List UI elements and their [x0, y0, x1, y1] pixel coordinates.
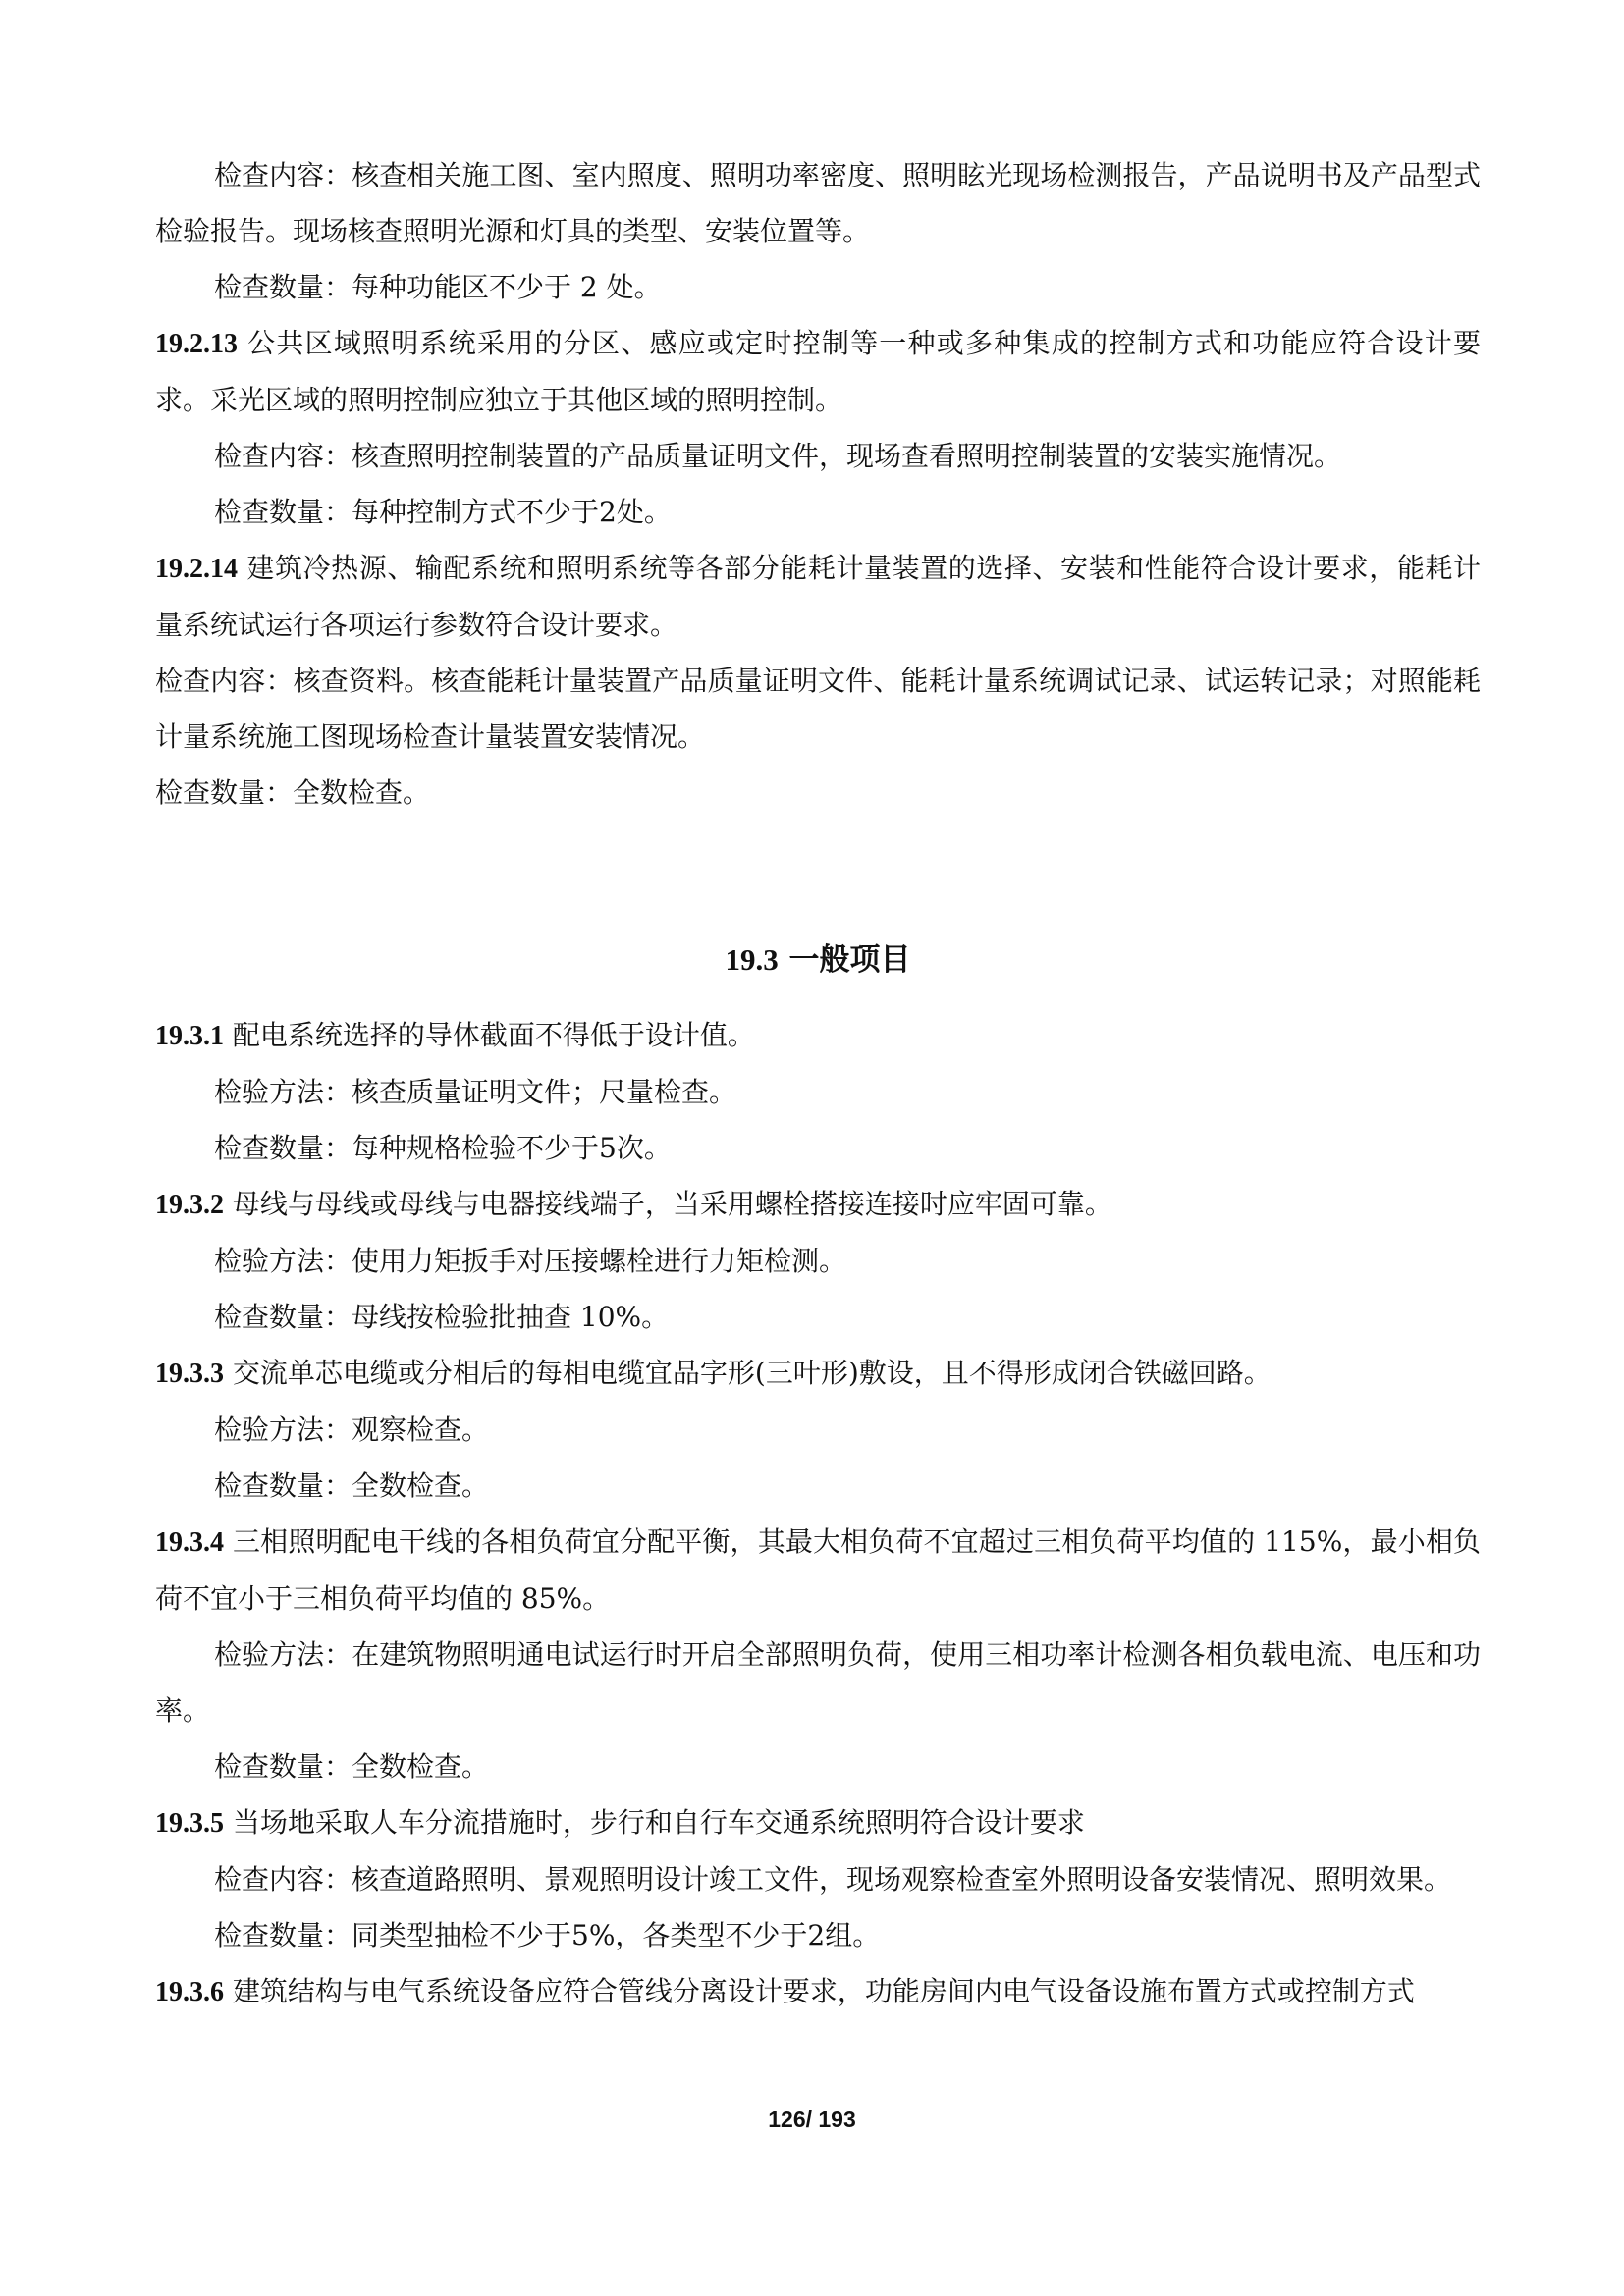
paragraph-text: 母线与母线或母线与电器接线端子，当采用螺栓搭接连接时应牢固可靠。 [224, 1188, 1112, 1220]
paragraph-text: 检查数量：全数检查。 [214, 1469, 490, 1502]
clause-number: 19.3.4 [155, 1527, 224, 1558]
body-paragraph [155, 428, 1481, 484]
paragraph-text: 检查数量：母线按检验批抽查 10%。 [214, 1301, 670, 1333]
paragraph-text: 检验方法：在建筑物照明通电试运行时开启全部照明负荷，使用三相功率计检测各相负载电流、电压和功率。 [155, 1638, 1481, 1727]
paragraph-text: 检查内容：核查照明控制装置的产品质量证明文件，现场查看照明控制装置的安装实施情况。 [214, 440, 1342, 472]
section-number: 19.3 [725, 942, 779, 977]
body-paragraph [155, 1627, 1481, 1738]
clause-paragraph [155, 1963, 1481, 2020]
body-paragraph [155, 1907, 1481, 1963]
paragraph-text: 三相照明配电干线的各相负荷宜分配平衡，其最大相负荷不宜超过三相负荷平均值的 115%，最小相负荷不宜小于三相负荷平均值的 85%。 [155, 1525, 1481, 1615]
body-paragraph [155, 484, 1481, 540]
paragraph-text: 检查内容：核查相关施工图、室内照度、照明功率密度、照明眩光现场检测报告，产品说明书及产品型式检验报告。现场核查照明光源和灯具的类型、安装位置等。 [155, 159, 1481, 247]
paragraph-text: 检验方法：使用力矩扳手对压接螺栓进行力矩检测。 [214, 1245, 847, 1277]
paragraph-text: 检查数量：每种规格检验不少于5次。 [214, 1132, 672, 1164]
body-paragraph [155, 765, 1481, 821]
paragraph-text: 检验方法：核查质量证明文件；尺量检查。 [214, 1076, 737, 1108]
section-heading [155, 931, 1481, 989]
clause-number: 19.2.13 [155, 329, 238, 359]
paragraph-text: 建筑冷热源、输配系统和照明系统等各部分能耗计量装置的选择、安装和性能符合设计要求，能耗计量系统试运行各项运行参数符合设计要求。 [155, 552, 1481, 641]
clause-number: 19.2.14 [155, 554, 238, 584]
clause-paragraph [155, 1345, 1481, 1402]
body-paragraph [155, 1458, 1481, 1514]
clause-number: 19.3.5 [155, 1808, 224, 1839]
clause-number: 19.3.3 [155, 1359, 224, 1389]
paragraph-text: 当场地采取人车分流措施时，步行和自行车交通系统照明符合设计要求 [224, 1806, 1085, 1839]
body-paragraph [155, 1289, 1481, 1345]
paragraph-group-19-3 [155, 1007, 1481, 2020]
clause-paragraph [155, 1007, 1481, 1064]
body-paragraph [155, 1064, 1481, 1120]
paragraph-text: 检查数量：全数检查。 [155, 776, 431, 809]
paragraph-text: 检验方法：观察检查。 [214, 1414, 490, 1446]
clause-paragraph [155, 1794, 1481, 1851]
body-paragraph [155, 1738, 1481, 1794]
paragraph-text: 检查内容：核查资料。核查能耗计量装置产品质量证明文件、能耗计量系统调试记录、试运转记录；对照能耗计量系统施工图现场检查计量装置安装情况。 [155, 665, 1481, 753]
body-paragraph [155, 1233, 1481, 1289]
clause-paragraph [155, 540, 1481, 653]
paragraph-text: 建筑结构与电气系统设备应符合管线分离设计要求，功能房间内电气设备设施布置方式或控制方式 [224, 1975, 1415, 2007]
body-paragraph [155, 147, 1481, 259]
clause-paragraph [155, 1176, 1481, 1233]
body-paragraph [155, 653, 1481, 765]
paragraph-text: 检查数量：每种功能区不少于 2 处。 [214, 271, 662, 303]
body-paragraph [155, 1851, 1481, 1907]
body-paragraph [155, 1120, 1481, 1176]
paragraph-text: 检查数量：每种控制方式不少于2处。 [214, 496, 672, 528]
clause-number: 19.3.2 [155, 1190, 224, 1220]
paragraph-text: 检查内容：核查道路照明、景观照明设计竣工文件，现场观察检查室外照明设备安装情况、照明效果。 [214, 1863, 1452, 1896]
body-paragraph [155, 259, 1481, 315]
section-title: 一般项目 [778, 942, 911, 978]
body-paragraph [155, 1402, 1481, 1458]
clause-paragraph [155, 1514, 1481, 1627]
paragraph-text: 检查数量：同类型抽检不少于5%，各类型不少于2组。 [214, 1919, 881, 1951]
paragraph-text: 配电系统选择的导体截面不得低于设计值。 [224, 1019, 755, 1051]
document-body [155, 147, 1481, 2020]
paragraph-text: 公共区域照明系统采用的分区、感应或定时控制等一种或多种集成的控制方式和功能应符合设计要求。采光区域的照明控制应独立于其他区域的照明控制。 [155, 327, 1481, 416]
page-number: 126/ 193 [768, 2107, 856, 2132]
clause-number: 19.3.1 [155, 1021, 224, 1051]
clause-number: 19.3.6 [155, 1977, 224, 2007]
clause-paragraph [155, 315, 1481, 428]
paragraph-text: 检查数量：全数检查。 [214, 1750, 490, 1783]
paragraph-text: 交流单芯电缆或分相后的每相电缆宜品字形(三叶形)敷设，且不得形成闭合铁磁回路。 [224, 1357, 1272, 1389]
paragraph-group-19-2 [155, 147, 1481, 821]
